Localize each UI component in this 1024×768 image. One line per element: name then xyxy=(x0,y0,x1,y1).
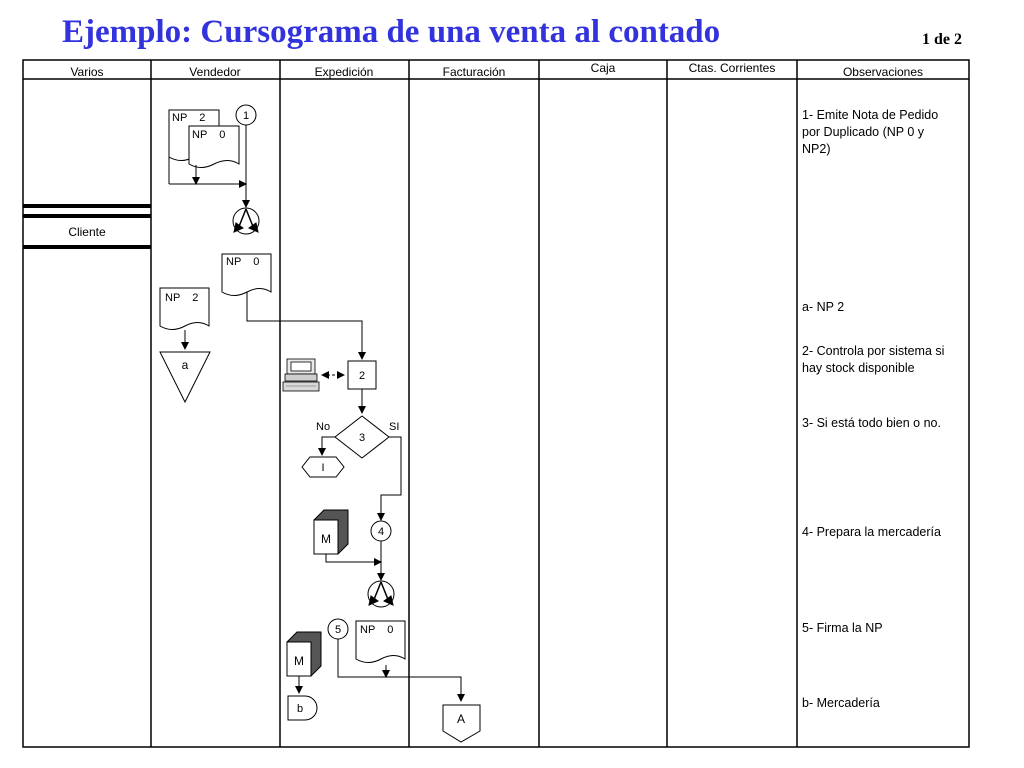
merchandise-cube-2-label: M xyxy=(294,654,304,668)
terminator-i-label: I xyxy=(321,462,325,474)
step-4-label: 4 xyxy=(377,526,385,538)
observation-b: b- Mercadería xyxy=(802,696,880,710)
step-5-label: 5 xyxy=(334,624,342,636)
observation-5: 5- Firma la NP xyxy=(802,621,883,635)
column-header-ctas-corrientes: Ctas. Corrientes xyxy=(688,61,776,75)
observation-4: 4- Prepara la mercadería xyxy=(802,525,941,539)
flow-np0-to-expedicion xyxy=(247,292,362,359)
off-page-connector-a-label: A xyxy=(456,712,466,726)
observation-2-line-1: 2- Controla por sistema si xyxy=(802,344,945,358)
merchandise-cube-2 xyxy=(287,632,321,676)
column-header-observaciones: Observaciones xyxy=(842,65,924,79)
page-title: Ejemplo: Cursograma de una venta al contado xyxy=(62,14,721,50)
column-header-expedicion: Expedición xyxy=(314,65,374,79)
delay-b-label: b xyxy=(296,703,304,715)
document-np-2-cliente-label: NP 2 xyxy=(165,292,199,304)
merchandise-cube-1-label: M xyxy=(321,532,331,546)
document-np-2-label: NP 2 xyxy=(172,112,206,124)
observation-1-line-1: 1- Emite Nota de Pedido xyxy=(802,108,939,122)
column-header-facturacion: Facturación xyxy=(442,65,506,79)
document-np-0-label: NP 0 xyxy=(192,129,226,141)
decision-si-label: SI xyxy=(389,421,400,433)
observations-list xyxy=(802,108,944,710)
step-1-label: 1 xyxy=(242,110,250,122)
external-entity-cliente xyxy=(23,204,151,249)
observation-1-line-3: NP2) xyxy=(802,142,831,156)
decision-no-label: No xyxy=(316,421,331,433)
column-header-caja: Caja xyxy=(590,61,616,75)
column-header-vendedor: Vendedor xyxy=(189,65,241,79)
archive-a-label: a xyxy=(181,358,189,372)
computer-system-icon xyxy=(283,359,319,391)
merchandise-cube-1 xyxy=(314,510,348,554)
document-np-0-expedicion-label: NP 0 xyxy=(360,624,394,636)
step-2-label: 2 xyxy=(358,370,366,382)
column-header-varios: Varios xyxy=(70,65,104,79)
connector-to-cliente xyxy=(233,208,259,234)
swimlane-table xyxy=(23,60,969,747)
document-np-0-cliente-label: NP 0 xyxy=(226,256,260,268)
cliente-label: Cliente xyxy=(68,225,106,239)
decision-3-label: 3 xyxy=(358,432,366,444)
observation-2-line-2: hay stock disponible xyxy=(802,361,915,375)
observation-3: 3- Si está todo bien o no. xyxy=(802,416,941,430)
observation-a: a- NP 2 xyxy=(802,300,845,314)
connector-to-cliente-2 xyxy=(368,581,394,607)
observation-1-line-2: por Duplicado (NP 0 y xyxy=(802,125,925,139)
page-indicator: 1 de 2 xyxy=(922,31,962,48)
